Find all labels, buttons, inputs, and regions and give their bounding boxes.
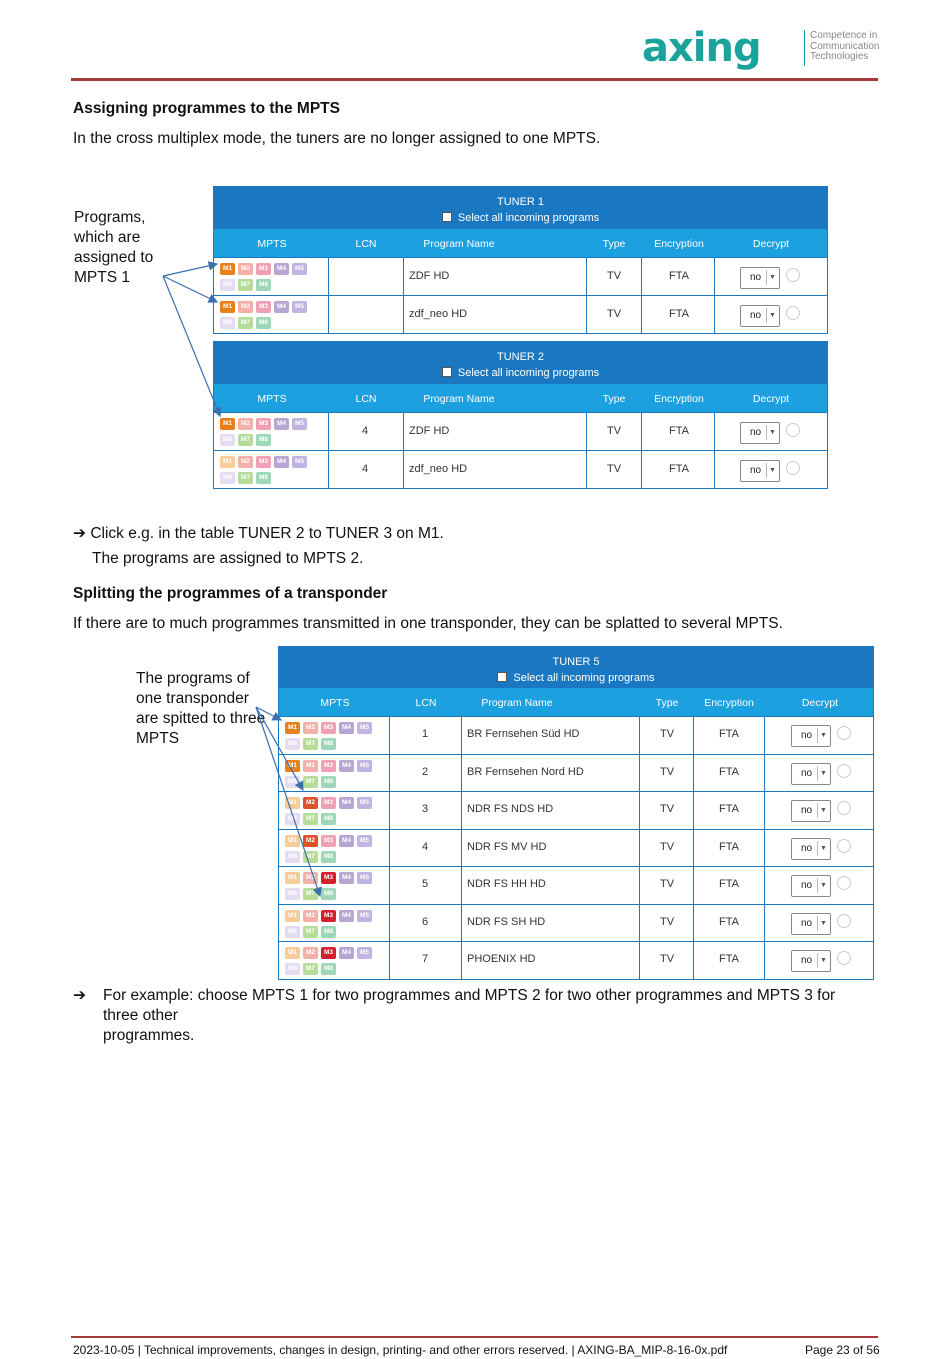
- mpts-badge-m3[interactable]: M3: [321, 947, 336, 959]
- encryption-value: FTA: [719, 728, 739, 741]
- mpts-badge-m6[interactable]: M6: [285, 776, 300, 788]
- type-value: TV: [660, 728, 675, 741]
- mpts-badge-m2[interactable]: M2: [303, 797, 318, 809]
- mpts-badge-m7[interactable]: M7: [303, 851, 318, 863]
- decrypt-value: no: [801, 842, 813, 854]
- col-mpts: MPTS: [257, 393, 287, 405]
- mpts-badge-m1[interactable]: M1: [285, 947, 300, 959]
- mpts-badge-m5[interactable]: M5: [357, 760, 372, 772]
- mpts-badge-m1[interactable]: M1: [285, 910, 300, 922]
- callout-line: Programs,: [74, 209, 146, 226]
- decrypt-value: no: [750, 271, 762, 283]
- mpts-badge-m5[interactable]: M5: [292, 418, 307, 430]
- mpts-badge-m4[interactable]: M4: [339, 872, 354, 884]
- mpts-badge-m6[interactable]: M6: [285, 963, 300, 975]
- mpts-badge-m3[interactable]: M3: [321, 910, 336, 922]
- encryption-value: FTA: [719, 840, 739, 853]
- program-name: ZDF HD: [409, 424, 450, 437]
- mpts-badge-m8[interactable]: M8: [256, 472, 271, 484]
- mpts-badge-m6[interactable]: M6: [220, 472, 235, 484]
- mpts-badge-m2[interactable]: M2: [303, 910, 318, 922]
- lcn-value: 4: [362, 462, 369, 475]
- decrypt-value: no: [750, 309, 762, 321]
- mpts-badge-m5[interactable]: M5: [292, 456, 307, 468]
- tagline-line-1: Competence in: [810, 30, 878, 41]
- footer-text: 2023-10-05 | Technical improvements, changes in design, printing- and other errors reserved. | AXING-BA_MIP-8-16-0x.pdf: [73, 1343, 728, 1357]
- mpts-badge-m1[interactable]: M1: [285, 760, 300, 772]
- mpts-badge-m2[interactable]: M2: [303, 722, 318, 734]
- col-mpts: MPTS: [320, 697, 350, 709]
- lcn-value: 2: [422, 765, 429, 778]
- decrypt-value: no: [801, 955, 813, 967]
- mpts-badge-m8[interactable]: M8: [321, 888, 336, 900]
- footer-rule: [71, 1336, 878, 1338]
- mpts-badge-m6[interactable]: M6: [285, 813, 300, 825]
- section-intro-splitting: If there are to much programmes transmitted in one transponder, they can be splatted to several MPTS.: [73, 615, 783, 632]
- chevron-down-icon: ▼: [817, 803, 829, 818]
- mpts-badge-m2[interactable]: M2: [238, 263, 253, 275]
- mpts-badge-m4[interactable]: M4: [339, 947, 354, 959]
- program-name: NDR FS MV HD: [467, 840, 547, 853]
- callout-line: MPTS: [136, 730, 180, 747]
- mpts-badge-m7[interactable]: M7: [303, 813, 318, 825]
- chevron-down-icon: ▼: [817, 878, 829, 893]
- decrypt-value: no: [801, 880, 813, 892]
- chevron-down-icon: ▼: [766, 308, 778, 323]
- mpts-badge-m2[interactable]: M2: [238, 301, 253, 313]
- mpts-badge-m4[interactable]: M4: [339, 760, 354, 772]
- mpts-badge-m3[interactable]: M3: [321, 872, 336, 884]
- callout-line: are spitted to three: [136, 710, 266, 727]
- mpts-badge-m5[interactable]: M5: [357, 872, 372, 884]
- mpts-badge-m8[interactable]: M8: [256, 434, 271, 446]
- program-name: PHOENIX HD: [467, 953, 536, 966]
- col-encryption: Encryption: [654, 238, 704, 250]
- mpts-badge-m2[interactable]: M2: [238, 456, 253, 468]
- col-lcn: LCN: [355, 238, 377, 250]
- program-name: NDR FS SH HD: [467, 915, 546, 928]
- decrypt-value: no: [801, 730, 813, 742]
- mpts-badge-m5[interactable]: M5: [357, 947, 372, 959]
- select-all-label: Select all incoming programs: [457, 212, 600, 224]
- arrow-line: [163, 264, 217, 276]
- encryption-value: FTA: [669, 307, 689, 320]
- mpts-badge-m7[interactable]: M7: [238, 317, 253, 329]
- col-encryption: Encryption: [704, 697, 754, 709]
- select-all-label: Select all incoming programs: [513, 672, 655, 684]
- page-number: Page 23 of 56: [805, 1343, 880, 1357]
- arrow-icon: ➔: [73, 525, 86, 542]
- encryption-value: FTA: [719, 915, 739, 928]
- mpts-badge-m5[interactable]: M5: [357, 797, 372, 809]
- callout-line: MPTS 1: [74, 269, 130, 286]
- arrow-line: [256, 707, 320, 896]
- mpts-badge-m5[interactable]: M5: [357, 910, 372, 922]
- encryption-value: FTA: [719, 878, 739, 891]
- mpts-badge-m1[interactable]: M1: [220, 301, 235, 313]
- mpts-badge-m8[interactable]: M8: [256, 317, 271, 329]
- type-value: TV: [607, 307, 622, 320]
- logo-wordmark: axing: [642, 25, 761, 71]
- mpts-badge-m2[interactable]: M2: [303, 947, 318, 959]
- encryption-value: FTA: [719, 953, 739, 966]
- chevron-down-icon: ▼: [766, 425, 778, 440]
- instruction-1-line2: The programs are assigned to MPTS 2.: [92, 550, 364, 567]
- chevron-down-icon: ▼: [766, 270, 778, 285]
- type-value: TV: [660, 878, 675, 891]
- mpts-badge-m8[interactable]: M8: [321, 776, 336, 788]
- mpts-badge-m3[interactable]: M3: [321, 760, 336, 772]
- lcn-value: 4: [422, 840, 429, 853]
- mpts-badge-m3[interactable]: M3: [256, 456, 271, 468]
- col-type: Type: [655, 697, 679, 709]
- mpts-badge-m3[interactable]: M3: [321, 835, 336, 847]
- mpts-badge-m8[interactable]: M8: [321, 926, 336, 938]
- mpts-badge-m1[interactable]: M1: [285, 872, 300, 884]
- mpts-badge-m7[interactable]: M7: [303, 963, 318, 975]
- col-program-name: Program Name: [423, 393, 495, 405]
- mpts-badge-m5[interactable]: M5: [292, 263, 307, 275]
- callout-line: assigned to: [74, 249, 154, 266]
- mpts-badge-m8[interactable]: M8: [256, 279, 271, 291]
- mpts-badge-m4[interactable]: M4: [339, 797, 354, 809]
- col-mpts: MPTS: [257, 238, 287, 250]
- callout-line: The programs of: [136, 670, 250, 687]
- lcn-value: 1: [422, 728, 429, 741]
- chevron-down-icon: ▼: [766, 463, 778, 478]
- mpts-badge-m2[interactable]: M2: [303, 872, 318, 884]
- instruction-2-line2: programmes.: [103, 1027, 195, 1044]
- col-lcn: LCN: [415, 697, 437, 709]
- mpts-badge-m4[interactable]: M4: [274, 301, 289, 313]
- mpts-badge-m8[interactable]: M8: [321, 738, 336, 750]
- mpts-badge-m4[interactable]: M4: [339, 910, 354, 922]
- arrow-icon: ➔: [73, 987, 86, 1004]
- mpts-badge-m6[interactable]: M6: [220, 279, 235, 291]
- col-type: Type: [602, 393, 626, 405]
- tuner-title: TUNER 5: [552, 656, 600, 668]
- mpts-badge-m4[interactable]: M4: [339, 722, 354, 734]
- tagline-line-2: Communication: [810, 40, 880, 52]
- mpts-badge-m4[interactable]: M4: [274, 456, 289, 468]
- mpts-badge-m2[interactable]: M2: [303, 760, 318, 772]
- program-name: BR Fernsehen Süd HD: [467, 728, 580, 741]
- tuner-title: TUNER 2: [496, 351, 545, 363]
- chevron-down-icon: ▼: [817, 728, 829, 743]
- program-name: zdf_neo HD: [409, 462, 468, 475]
- instruction-2-line1: For example: choose MPTS 1 for two programmes and MPTS 2 for two other programmes and MPTS 3 for three other: [103, 987, 836, 1024]
- select-all-label: Select all incoming programs: [457, 367, 600, 379]
- col-encryption: Encryption: [654, 393, 704, 405]
- type-value: TV: [607, 424, 622, 437]
- encryption-value: FTA: [669, 462, 689, 475]
- arrow-line: [163, 276, 217, 302]
- mpts-badge-m1[interactable]: M1: [285, 722, 300, 734]
- mpts-badge-m5[interactable]: M5: [357, 722, 372, 734]
- program-name: ZDF HD: [409, 269, 450, 282]
- chevron-down-icon: ▼: [817, 916, 829, 931]
- mpts-badge-m7[interactable]: M7: [303, 776, 318, 788]
- mpts-badge-m1[interactable]: M1: [220, 456, 235, 468]
- mpts-badge-m4[interactable]: M4: [274, 418, 289, 430]
- tagline-line-3: Technologies: [810, 51, 869, 62]
- encryption-value: FTA: [719, 803, 739, 816]
- encryption-value: FTA: [669, 269, 689, 282]
- decrypt-value: no: [801, 767, 813, 779]
- mpts-badge-m5[interactable]: M5: [357, 835, 372, 847]
- mpts-badge-m7[interactable]: M7: [303, 926, 318, 938]
- mpts-badge-m6[interactable]: M6: [220, 317, 235, 329]
- mpts-badge-m8[interactable]: M8: [321, 851, 336, 863]
- lcn-value: 6: [422, 915, 429, 928]
- chevron-down-icon: ▼: [817, 953, 829, 968]
- mpts-badge-m3[interactable]: M3: [256, 263, 271, 275]
- mpts-badge-m6[interactable]: M6: [285, 888, 300, 900]
- mpts-badge-m1[interactable]: M1: [220, 418, 235, 430]
- mpts-badge-m3[interactable]: M3: [321, 797, 336, 809]
- mpts-badge-m3[interactable]: M3: [256, 418, 271, 430]
- chevron-down-icon: ▼: [817, 766, 829, 781]
- col-decrypt: Decrypt: [801, 697, 839, 709]
- type-value: TV: [660, 840, 675, 853]
- mpts-badge-m1[interactable]: M1: [285, 835, 300, 847]
- type-value: TV: [660, 953, 675, 966]
- lcn-value: 4: [362, 424, 369, 437]
- program-name: BR Fernsehen Nord HD: [467, 765, 584, 778]
- program-name: NDR FS NDS HD: [467, 803, 554, 816]
- decrypt-value: no: [801, 805, 813, 817]
- mpts-badge-m6[interactable]: M6: [220, 434, 235, 446]
- col-decrypt: Decrypt: [752, 238, 790, 250]
- mpts-badge-m4[interactable]: M4: [274, 263, 289, 275]
- mpts-badge-m6[interactable]: M6: [285, 851, 300, 863]
- callout-line: one transponder: [136, 690, 249, 707]
- encryption-value: FTA: [719, 765, 739, 778]
- mpts-badge-m8[interactable]: M8: [321, 813, 336, 825]
- mpts-badge-m7[interactable]: M7: [238, 472, 253, 484]
- section-heading-assigning: Assigning programmes to the MPTS: [73, 100, 340, 117]
- type-value: TV: [660, 803, 675, 816]
- type-value: TV: [660, 765, 675, 778]
- mpts-badge-m1[interactable]: M1: [285, 797, 300, 809]
- mpts-badge-m3[interactable]: M3: [321, 722, 336, 734]
- mpts-badge-m7[interactable]: M7: [238, 434, 253, 446]
- col-program-name: Program Name: [481, 697, 553, 709]
- type-value: TV: [607, 462, 622, 475]
- callout-line: which are: [74, 229, 141, 246]
- lcn-value: 7: [422, 953, 429, 966]
- col-lcn: LCN: [355, 393, 377, 405]
- chevron-down-icon: ▼: [817, 841, 829, 856]
- mpts-badge-m4[interactable]: M4: [339, 835, 354, 847]
- section-heading-splitting: Splitting the programmes of a transponder: [73, 585, 388, 602]
- mpts-badge-m2[interactable]: M2: [238, 418, 253, 430]
- tuner-title: TUNER 1: [496, 196, 545, 208]
- lcn-value: 5: [422, 878, 429, 891]
- encryption-value: FTA: [669, 424, 689, 437]
- mpts-badge-m1[interactable]: M1: [220, 263, 235, 275]
- type-value: TV: [660, 915, 675, 928]
- type-value: TV: [607, 269, 622, 282]
- mpts-badge-m6[interactable]: M6: [285, 738, 300, 750]
- decrypt-value: no: [750, 426, 762, 438]
- mpts-badge-m7[interactable]: M7: [238, 279, 253, 291]
- program-name: NDR FS HH HD: [467, 878, 546, 891]
- mpts-badge-m5[interactable]: M5: [292, 301, 307, 313]
- col-decrypt: Decrypt: [752, 393, 790, 405]
- mpts-badge-m3[interactable]: M3: [256, 301, 271, 313]
- instruction-1-line1: Click e.g. in the table TUNER 2 to TUNER 3 on M1.: [90, 525, 444, 542]
- decrypt-value: no: [801, 917, 813, 929]
- mpts-badge-m8[interactable]: M8: [321, 963, 336, 975]
- arrow-line: [163, 276, 220, 416]
- mpts-badge-m6[interactable]: M6: [285, 926, 300, 938]
- col-type: Type: [602, 238, 626, 250]
- section-intro-assigning: In the cross multiplex mode, the tuners are no longer assigned to one MPTS.: [73, 130, 601, 147]
- col-program-name: Program Name: [423, 238, 495, 250]
- decrypt-value: no: [750, 464, 762, 476]
- lcn-value: 3: [422, 803, 429, 816]
- mpts-badge-m7[interactable]: M7: [303, 888, 318, 900]
- mpts-badge-m2[interactable]: M2: [303, 835, 318, 847]
- program-name: zdf_neo HD: [409, 307, 468, 320]
- mpts-badge-m7[interactable]: M7: [303, 738, 318, 750]
